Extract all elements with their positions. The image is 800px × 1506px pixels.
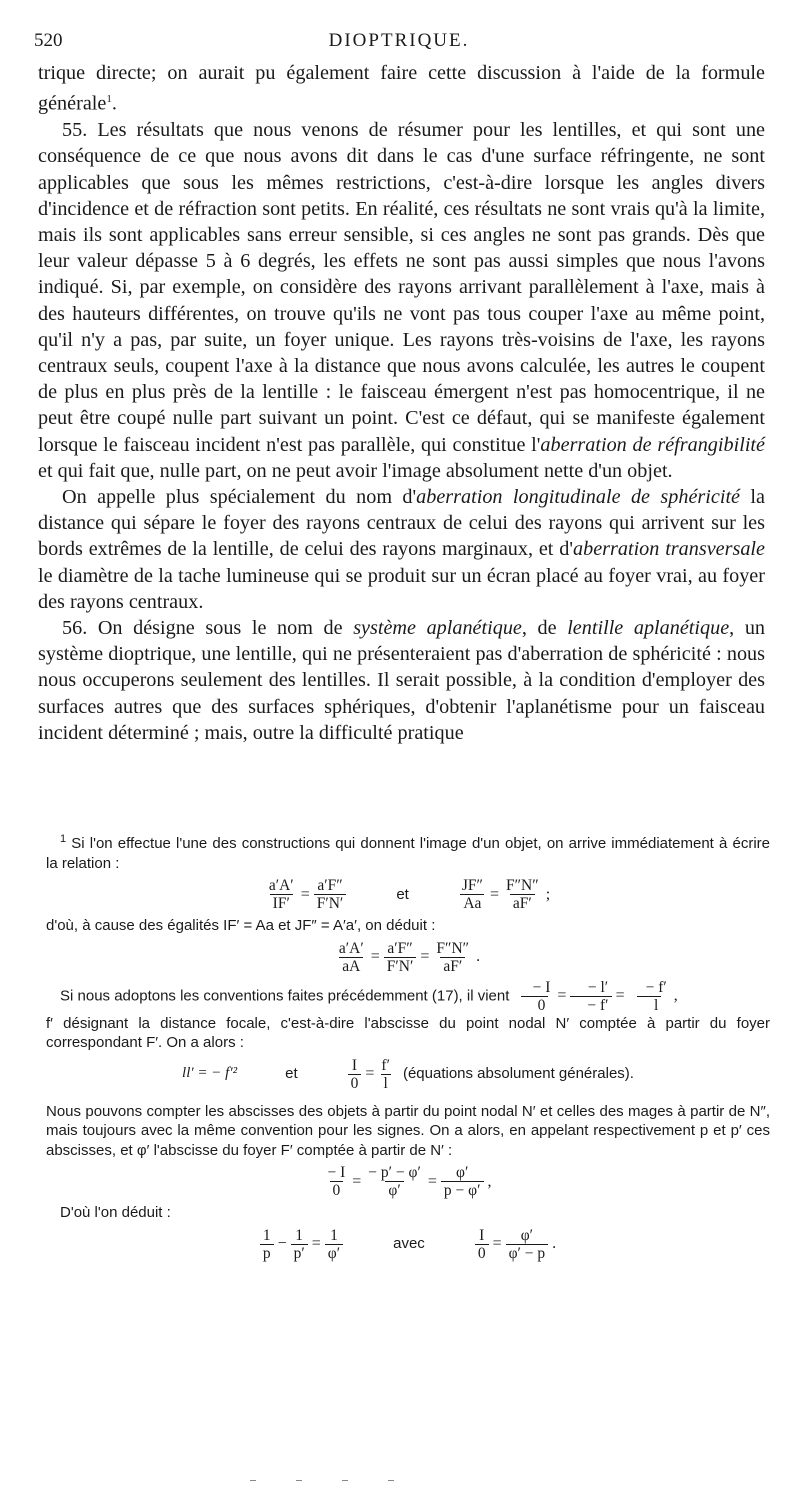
- fraction: $\frac{1}{p}$: [260, 1227, 274, 1262]
- page-marks: [250, 1468, 550, 1476]
- fraction: $\frac{I}{0}$: [348, 1057, 362, 1092]
- fraction: $\frac{f'}{l}$: [381, 1056, 390, 1092]
- footnote-para-1: $^1$ Si l'on effectue l'une des constructions qui donnent l'image d'un objet, on arrive immédiatement à écrire la relation :: [46, 833, 770, 872]
- footnote-para-2: d'où, à cause des égalités IF′ = Aa et JF″ = A′a′, on déduit :: [46, 917, 436, 934]
- fraction: $\frac{- I}{0}$: [516, 979, 554, 1014]
- fraction: $\frac{\varphi'}{p - \varphi'}$: [441, 1164, 484, 1199]
- fraction: $\frac{a'F''}{F'N'}$: [384, 940, 417, 975]
- fraction: $\frac{1}{\varphi'}$: [325, 1227, 343, 1262]
- equation-2: $\frac{a'A'}{aA}$ = $\frac{a'F''}{F'N'}$ = $\frac{F''N''}{aF'}$ .: [46, 940, 770, 975]
- fraction: $\frac{- p' - \varphi'}{\varphi'}$: [368, 1164, 421, 1199]
- term-aberration-longitudinale: aberration longitudinale de sphéricité: [416, 485, 741, 508]
- fraction: $\frac{- I}{0}$: [327, 1164, 346, 1199]
- equation-6: $\frac{1}{p}$ − $\frac{1}{p'}$ = $\frac{1}{\varphi'}$ avec $\frac{I}{0}$ = $\frac{\varphi'}{\varphi' - p}$ .: [46, 1227, 770, 1262]
- fraction: $\frac{- l'}{- f'}$: [570, 979, 611, 1014]
- paragraph-aberration: On appelle plus spécialement du nom d'aberration longitudinale de sphéricité la distance qui sépare le foyer des rayons centraux de celui des rayons qui arrivent sur les bords extrêmes de la lentille, de celui des rayons marginaux, et d'aberration transversale le diamètre de la tache lumineuse qui se produit sur un écran placé au foyer vrai, au foyer des rayons centraux.: [38, 485, 765, 613]
- fraction: $\frac{1}{p'}$: [291, 1227, 308, 1262]
- footnote-para-4: Nous pouvons compter les abscisses des objets à partir du point nodal N′ et celles des mages à partir de N″, mais toujours avec la même convention pour les signes. On a alors, en appelant respectivement p et p′ ces abscisses, et φ′ l'abscisse du foyer F′ comptée à partir de N′ :: [46, 1102, 770, 1159]
- equation-4: ll′ = − f′² et $\frac{I}{0}$ = $\frac{f'}{l}$ (équations absolument générales).: [182, 1056, 634, 1092]
- fraction: $\frac{a'A'}{aA}$: [338, 939, 364, 975]
- paragraph-56: 56. On désigne sous le nom de système aplanétique, de lentille aplanétique, un système dioptrique, une lentille, qui ne présenteraient pas d'aberration de sphéricité : nous nous occuperons seulement des lentilles. Il serait possible, à la condition d'employer des surfaces autres que des surfaces sphériques, d'obtenir l'aplanétisme pour un faisceau incident déterminé ; mais, outre la difficulté pratique: [38, 617, 766, 744]
- footnote-marker: 1: [60, 833, 67, 845]
- fraction: $\frac{F''N''}{aF'}$: [436, 939, 470, 975]
- footnote-para-5: D'où l'on déduit :: [60, 1204, 171, 1221]
- footnote-ref: 1: [106, 93, 112, 106]
- footnote-para-3: Si nous adoptons les conventions faites précédemment (17), il vient $\frac{- I}{0}$ = $\frac{- l'}{- f'}$ = $\frac{- f'}{l}$ ,: [60, 978, 678, 1014]
- equation-5: $\frac{- I}{0}$ = $\frac{- p' - \varphi'}{\varphi'}$ = $\frac{\varphi'}{p - \varphi'}$ ,: [46, 1164, 770, 1199]
- paragraph-55: 55. Les résultats que nous venons de résumer pour les lentilles, et qui sont une conséquence de ce que nous avons dit dans le cas d'une surface réfringente, ne sont applicables que sous les mêmes restrictions, c'est-à-dire lorsque les angles divers d'incidence et de réfraction sont petits. En réalité, ces résultats ne sont vrais qu'à la limite, mais ils sont applicables sans erreur sensible, si ces angles ne sont pas grands. Dès que leur valeur dépasse 5 à 6 degrés, les effets ne sont pas aussi simples que nous l'avons indiqué. Si, par exemple, on considère des rayons arrivant parallèlement à l'axe, mais à des hauteurs différentes, on trouve qu'ils ne vont pas tous couper l'axe au même point, qu'il n'y a pas, par suite, un foyer unique. Les rayons très-voisins de l'axe, les rayons centraux seuls, coupent l'axe à la distance que nous avons calculée, les autres le coupent de plus en plus près de la lentille : le faisceau émergent n'est pas homocentrique, il ne peut être coupé nulle part suivant un point. C'est ce défaut, qui se manifeste également lorsque le faisceau incident n'est pas parallèle, qui constitue l'aberration de réfrangibilité et qui fait que, nulle part, on ne peut avoir l'image absolument nette d'un objet.: [38, 119, 765, 482]
- footnote: [46, 830, 770, 1266]
- fraction: $\frac{a'A'}{IF'}$: [268, 877, 294, 912]
- fraction: $\frac{F''N''}{aF'}$: [505, 877, 539, 912]
- footnote-para-3b: f′ désignant la distance focale, c'est-à-dire l'abscisse du point nodal N′ comptée à partir du foyer correspondant F′. On a alors :: [46, 1014, 770, 1051]
- page-number: 520: [34, 30, 63, 51]
- fraction: $\frac{JF''}{Aa}$: [461, 877, 483, 912]
- fraction: $\frac{I}{0}$: [475, 1227, 489, 1262]
- section-number: 55.: [62, 119, 88, 142]
- fraction: $\frac{\varphi'}{\varphi' - p}$: [506, 1227, 549, 1262]
- page-header: [34, 30, 764, 56]
- main-text: [38, 60, 765, 746]
- paragraph-continuation: trique directe; on aurait pu également faire cette discussion à l'aide de la formule générale$^1$.: [38, 62, 765, 115]
- fraction: $\frac{- f'}{l}$: [629, 979, 670, 1014]
- term-lentille-aplanetique: lentille aplanétique: [567, 617, 730, 639]
- term-systeme-aplanetique: système aplanétique: [353, 617, 522, 639]
- running-title: DIOPTRIQUE.: [328, 30, 470, 51]
- section-number: 56.: [62, 617, 88, 639]
- term-aberration-refrangibilite: aberration de réfrangibilité: [540, 433, 765, 456]
- equation-1: $\frac{a'A'}{IF'}$ = $\frac{a'F''}{F'N'}$ et $\frac{JF''}{Aa}$ = $\frac{F''N''}{aF'}$ ;: [46, 877, 770, 912]
- term-aberration-transversale: aberration transversale: [573, 538, 765, 561]
- fraction: $\frac{a'F''}{F'N'}$: [314, 877, 347, 912]
